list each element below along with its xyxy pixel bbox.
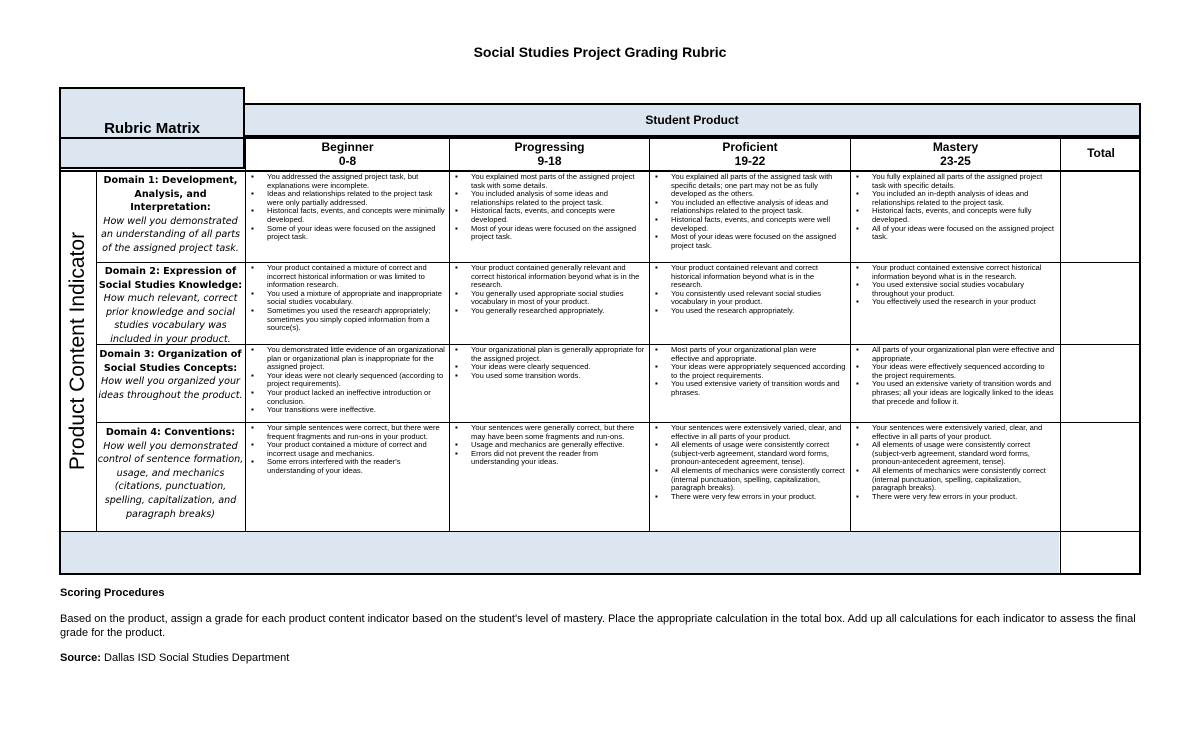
criteria-item: ▪ Sometimes you used the research appropriately; sometimes you simply copied information from a source(s).: [247, 307, 445, 333]
criteria-item: ▪ Your transitions were ineffective.: [247, 406, 445, 415]
criteria-item: ▪ Ideas and relationships related to the project task were only partially addressed.: [247, 190, 445, 207]
domain-2-label: [97, 265, 244, 347]
side-label-text: Product Content Indicator: [66, 231, 90, 470]
criteria-list: [852, 173, 1056, 242]
criteria-list: [451, 173, 645, 242]
criteria-item: ▪ Historical facts, events, and concepts were developed.: [451, 207, 645, 224]
domain-description: How much relevant, correct prior knowledge and social studies vocabulary was included in your product.: [103, 293, 238, 345]
criteria-item: ▪ You fully explained all parts of the assigned project task with specific details.: [852, 173, 1056, 190]
cell-domain-4-mastery: [852, 424, 1056, 501]
domain-3-label: [97, 348, 244, 402]
criteria-item: ▪ You generally used appropriate social studies vocabulary in most of your product.: [451, 290, 645, 307]
criteria-list: [247, 424, 445, 476]
level-name: Progressing: [514, 140, 585, 154]
domain-1-label: [97, 174, 244, 256]
criteria-item: ▪ Your ideas were clearly sequenced.: [451, 363, 645, 372]
criteria-item: ▪ Most of your ideas were focused on the assigned project task.: [651, 233, 846, 250]
criteria-item: ▪ Your product contained a mixture of correct and incorrect usage and mechanics.: [247, 441, 445, 458]
criteria-item: ▪ Your product lacked an ineffective introduction or conclusion.: [247, 389, 445, 406]
criteria-item: ▪ Your sentences were extensively varied, clear, and effective in all parts of your product.: [852, 424, 1056, 441]
level-name: Beginner: [321, 140, 374, 154]
criteria-item: ▪ All of your ideas were focused on the assigned project task.: [852, 225, 1056, 242]
criteria-item: ▪ You demonstrated little evidence of an organizational plan or organizational plan is inappropriate for the assigned project.: [247, 346, 445, 372]
scoring-text: Based on the product, assign a grade for each product content indicator based on the student's level of mastery. Place the appropriate calculation in the total box. Add up all calculations for each indicator to assess the final grade for the product.: [60, 613, 1136, 639]
cell-domain-2-proficient: [651, 264, 846, 316]
level-range: 0-8: [338, 154, 357, 168]
domain-4-label: [97, 426, 244, 521]
domain-title: Domain 3: Organization of Social Studies Concepts:: [99, 349, 242, 374]
criteria-item: ▪ Your product contained a mixture of correct and incorrect historical information or was limited to information research.: [247, 264, 445, 290]
product-content-indicator-label: [60, 172, 96, 529]
criteria-item: ▪ Your sentences were extensively varied, clear, and effective in all parts of your product.: [651, 424, 846, 441]
criteria-item: ▪ You included analysis of some ideas and relationships related to the project task.: [451, 190, 645, 207]
rubric-matrix-header: Rubric Matrix: [59, 87, 245, 169]
criteria-item: ▪ There were very few errors in your product.: [651, 493, 846, 502]
level-name: Proficient: [722, 140, 778, 154]
cell-domain-2-progressing: [451, 264, 645, 316]
totals-row-fill: [61, 532, 1059, 573]
cell-domain-2-mastery: [852, 264, 1056, 307]
criteria-list: [451, 264, 645, 316]
criteria-item: ▪ Some errors interfered with the reader's understanding of your ideas.: [247, 458, 445, 475]
criteria-item: ▪ Most of your ideas were focused on the assigned project task.: [451, 225, 645, 242]
domain-description: How well you demonstrated an understanding of all parts of the assigned project task.: [100, 215, 241, 254]
criteria-item: ▪ Your ideas were not clearly sequenced (according to project requirements).: [247, 372, 445, 389]
criteria-list: [651, 264, 846, 316]
criteria-item: ▪ Your ideas were appropriately sequenced according to the project requirements.: [651, 363, 846, 380]
criteria-item: ▪ You consistently used relevant social studies vocabulary in your product.: [651, 290, 846, 307]
criteria-item: ▪ You included an in-depth analysis of ideas and relationships related to the project task.: [852, 190, 1056, 207]
criteria-item: ▪ You used an extensive variety of transition words and phrases; all your ideas are logically linked to the ideas that precede and follow it.: [852, 380, 1056, 406]
level-header-proficient: [650, 140, 850, 170]
cell-domain-3-proficient: [651, 346, 846, 398]
grid-line: [449, 137, 450, 532]
criteria-item: ▪ You used the research appropriately.: [651, 307, 846, 316]
cell-domain-4-beginner: [247, 424, 445, 476]
domain-title: Domain 1: Development, Analysis, and Interpretation:: [103, 175, 238, 214]
criteria-list: [247, 346, 445, 415]
student-product-header: Student Product: [245, 103, 1141, 137]
criteria-item: ▪ You effectively used the research in your product: [852, 298, 1056, 307]
domain-description: How well you demonstrated control of sentence formation, usage, and mechanics (citations, punctuation, spelling, capitalization, and paragraph breaks): [97, 440, 244, 520]
criteria-item: ▪ Historical facts, events, and concepts were minimally developed.: [247, 207, 445, 224]
level-header-progressing: [450, 140, 649, 170]
scoring-heading: Scoring Procedures: [60, 587, 165, 599]
domain-title: Domain 2: Expression of Social Studies Knowledge:: [98, 266, 243, 291]
criteria-list: [651, 173, 846, 250]
criteria-item: ▪ Most parts of your organizational plan were effective and appropriate.: [651, 346, 846, 363]
criteria-item: ▪ You included an effective analysis of ideas and relationships related to the project task.: [651, 199, 846, 216]
criteria-item: ▪ Your sentences were generally correct, but there may have been some fragments and run-ons.: [451, 424, 645, 441]
criteria-list: [852, 346, 1056, 406]
criteria-list: [451, 424, 645, 467]
criteria-list: [651, 346, 846, 398]
criteria-list: [247, 173, 445, 242]
criteria-item: ▪ Historical facts, events, and concepts were fully developed.: [852, 207, 1056, 224]
cell-domain-1-proficient: [651, 173, 846, 250]
criteria-item: ▪ All elements of mechanics were consistently correct (internal punctuation, spelling, capitalization, paragraph breaks).: [852, 467, 1056, 493]
cell-domain-1-progressing: [451, 173, 645, 242]
cell-domain-4-proficient: [651, 424, 846, 501]
cell-domain-4-progressing: [451, 424, 645, 467]
criteria-item: ▪ You explained most parts of the assigned project task with some details.: [451, 173, 645, 190]
level-range: 19-22: [734, 154, 766, 168]
criteria-item: ▪ Your product contained relevant and correct historical information beyond what is in the research.: [651, 264, 846, 290]
level-header-mastery: [851, 140, 1060, 170]
criteria-item: ▪ All elements of mechanics were consistently correct (internal punctuation, spelling, capitalization, paragraph breaks).: [651, 467, 846, 493]
cell-domain-3-beginner: [247, 346, 445, 415]
level-range: 9-18: [537, 154, 562, 168]
level-name: Mastery: [932, 140, 979, 154]
criteria-item: ▪ All elements of usage were consistently correct (subject-verb agreement, standard word forms, pronoun-antecedent agreement, tense).: [651, 441, 846, 467]
criteria-item: ▪ All elements of usage were consistently correct (subject-verb agreement, standard word forms, pronoun-antecedent agreement, tense).: [852, 441, 1056, 467]
criteria-list: [247, 264, 445, 333]
cell-domain-2-beginner: [247, 264, 445, 333]
criteria-item: ▪ Some of your ideas were focused on the assigned project task.: [247, 225, 445, 242]
criteria-item: ▪ You addressed the assigned project task, but explanations were incomplete.: [247, 173, 445, 190]
criteria-item: ▪ Your ideas were effectively sequenced according to the project requirements.: [852, 363, 1056, 380]
criteria-list: [852, 264, 1056, 307]
document-title: Social Studies Project Grading Rubric: [473, 44, 727, 60]
criteria-item: ▪ Errors did not prevent the reader from understanding your ideas.: [451, 450, 645, 467]
domain-title: Domain 4: Conventions:: [105, 427, 236, 438]
domain-description: How well you organized your ideas throughout the product.: [98, 376, 243, 401]
criteria-item: ▪ You used some transition words.: [451, 372, 645, 381]
criteria-item: ▪ Your simple sentences were correct, but there were frequent fragments and run-ons in your product.: [247, 424, 445, 441]
grid-line: [245, 137, 246, 532]
source-label: Source:: [60, 652, 101, 664]
criteria-item: ▪ All parts of your organizational plan were effective and appropriate.: [852, 346, 1056, 363]
grid-line: [850, 137, 851, 532]
criteria-item: ▪ Your organizational plan is generally appropriate for the assigned project.: [451, 346, 645, 363]
criteria-item: ▪ You used extensive variety of transition words and phrases.: [651, 380, 846, 397]
criteria-item: ▪ You explained all parts of the assigned task with specific details; one part may not be as fully developed as the others.: [651, 173, 846, 199]
criteria-list: [651, 424, 846, 501]
level-header-beginner: [246, 140, 449, 170]
criteria-list: [852, 424, 1056, 501]
criteria-item: ▪ There were very few errors in your product.: [852, 493, 1056, 502]
grid-line: [1060, 137, 1061, 574]
source-line: [60, 652, 289, 664]
criteria-item: ▪ Your product contained generally relevant and correct historical information beyond what is in the research.: [451, 264, 645, 290]
criteria-item: ▪ Historical facts, events, and concepts were well developed.: [651, 216, 846, 233]
level-range: 23-25: [940, 154, 971, 168]
cell-domain-3-progressing: [451, 346, 645, 380]
criteria-item: ▪ Usage and mechanics are generally effective.: [451, 441, 645, 450]
criteria-item: ▪ You generally researched appropriately.: [451, 307, 645, 316]
cell-domain-1-mastery: [852, 173, 1056, 242]
grid-line: [649, 137, 650, 532]
criteria-item: ▪ You used extensive social studies vocabulary throughout your product.: [852, 281, 1056, 298]
criteria-list: [451, 346, 645, 380]
criteria-item: ▪ You used a mixture of appropriate and inappropriate social studies vocabulary.: [247, 290, 445, 307]
grid-line: [59, 531, 1141, 532]
source-text: Dallas ISD Social Studies Department: [100, 652, 290, 664]
cell-domain-3-mastery: [852, 346, 1056, 406]
criteria-item: ▪ Your product contained extensive correct historical information beyond what is in the research.: [852, 264, 1056, 281]
cell-domain-1-beginner: [247, 173, 445, 242]
total-header: Total: [1087, 146, 1115, 160]
